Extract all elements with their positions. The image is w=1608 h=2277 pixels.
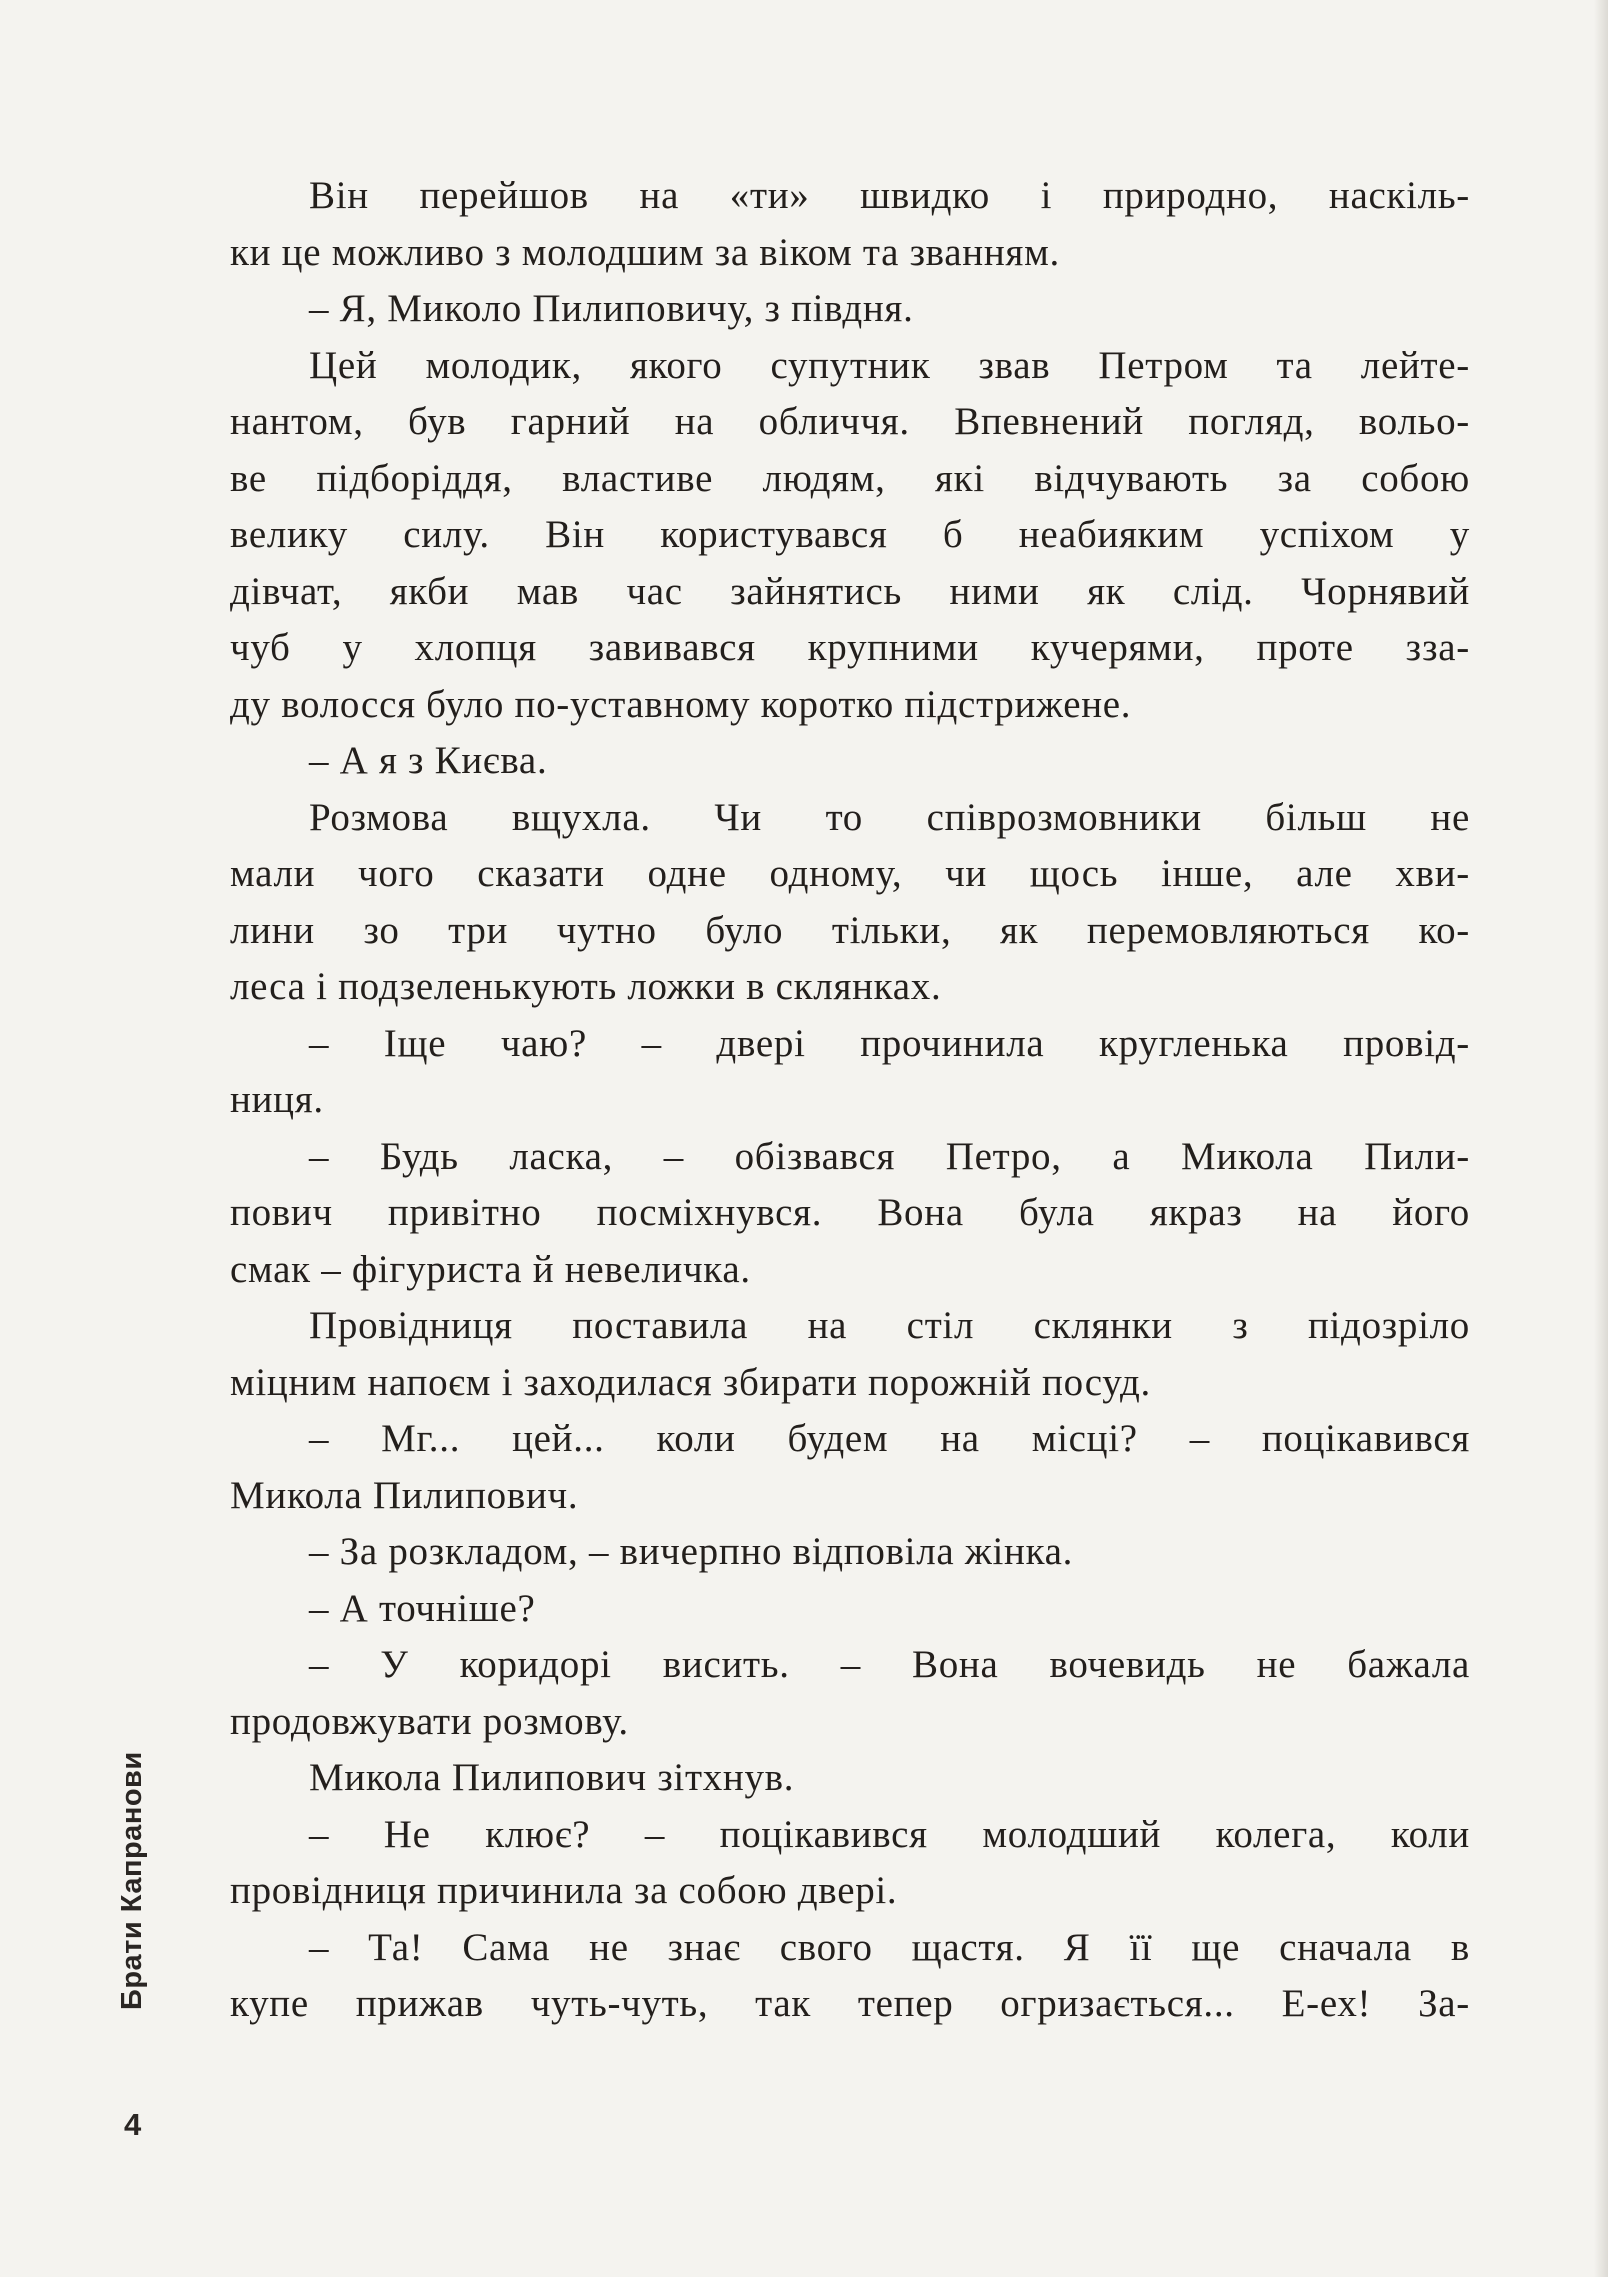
text-line: Розмова вщухла. Чи то співрозмовники більш не — [309, 795, 1470, 839]
text-line: дівчат, якби мав час зайнятись ними як слід. Чорнявий — [230, 569, 1470, 613]
text-line: нантом, був гарний на обличчя. Впевнений погляд, вольо- — [230, 400, 1470, 443]
text-line: пович привітно посміхнувся. Вона була якраз на його — [230, 1191, 1470, 1234]
text-line: – А точніше? — [309, 1586, 536, 1630]
text-line: – У коридорі висить. – Вона вочевидь не бажала — [309, 1643, 1470, 1686]
page-number: 4 — [124, 2107, 142, 2142]
text-line: велику силу. Він користувався б неабияким успіхом у — [230, 513, 1470, 556]
body-text — [230, 168, 1470, 2033]
text-line: чуб у хлопця завивався крупними кучерями, проте зза- — [230, 626, 1470, 669]
text-line: міцним напоєм і заходилася збирати порожній посуд. — [230, 1360, 1151, 1404]
text-line: лини зо три чутно було тільки, як перемовляються ко- — [230, 908, 1470, 952]
text-line: – Я, Миколо Пилиповичу, з півдня. — [309, 287, 914, 330]
text-line: ниця. — [230, 1078, 324, 1121]
text-line: Микола Пилипович зітхнув. — [309, 1756, 795, 1799]
text-line: купе прижав чуть-чуть, так тепер огризається... Е-ех! За- — [230, 1982, 1470, 2025]
text-line: смак – фігуриста й невеличка. — [230, 1247, 751, 1291]
text-line: леса і подзеленькують ложки в склянках. — [230, 965, 942, 1008]
text-line: – Мг... цей... коли будем на місці? – поцікавився — [309, 1417, 1470, 1460]
text-line: продовжувати розмову. — [230, 1699, 629, 1743]
text-line: Микола Пилипович. — [230, 1473, 579, 1517]
text-line: – Іще чаю? – двері прочинила кругленька провід- — [309, 1021, 1470, 1065]
text-line: Цей молодик, якого супутник звав Петром та лейте- — [309, 343, 1470, 387]
text-line: – Будь ласка, – обізвався Петро, а Микола Пили- — [309, 1134, 1470, 1178]
text-line: – Та! Сама не знає свого щастя. Я її ще сначала в — [309, 1925, 1470, 1969]
text-line: мали чого сказати одне одному, чи щось інше, але хви- — [230, 852, 1470, 895]
text-line: ду волосся було по-уставному коротко підстрижене. — [230, 682, 1132, 726]
book-side-title: Брати Капранови — [116, 1751, 148, 2010]
text-line: Провідниця поставила на стіл склянки з підозріло — [309, 1304, 1470, 1347]
text-line: провідниця причинила за собою двері. — [230, 1869, 898, 1912]
page-edge — [1594, 0, 1608, 2277]
text-line: Він перейшов на «ти» швидко і природно, наскіль- — [309, 174, 1470, 217]
text-line: – А я з Києва. — [309, 739, 548, 782]
text-line: ки це можливо з молодшим за віком та званням. — [230, 230, 1060, 274]
text-line: – За розкладом, – вичерпно відповіла жінка. — [309, 1530, 1074, 1573]
text-line: – Не клює? – поцікавився молодший колега, коли — [309, 1812, 1470, 1856]
text-line: ве підборіддя, властиве людям, які відчувають за собою — [230, 456, 1470, 500]
